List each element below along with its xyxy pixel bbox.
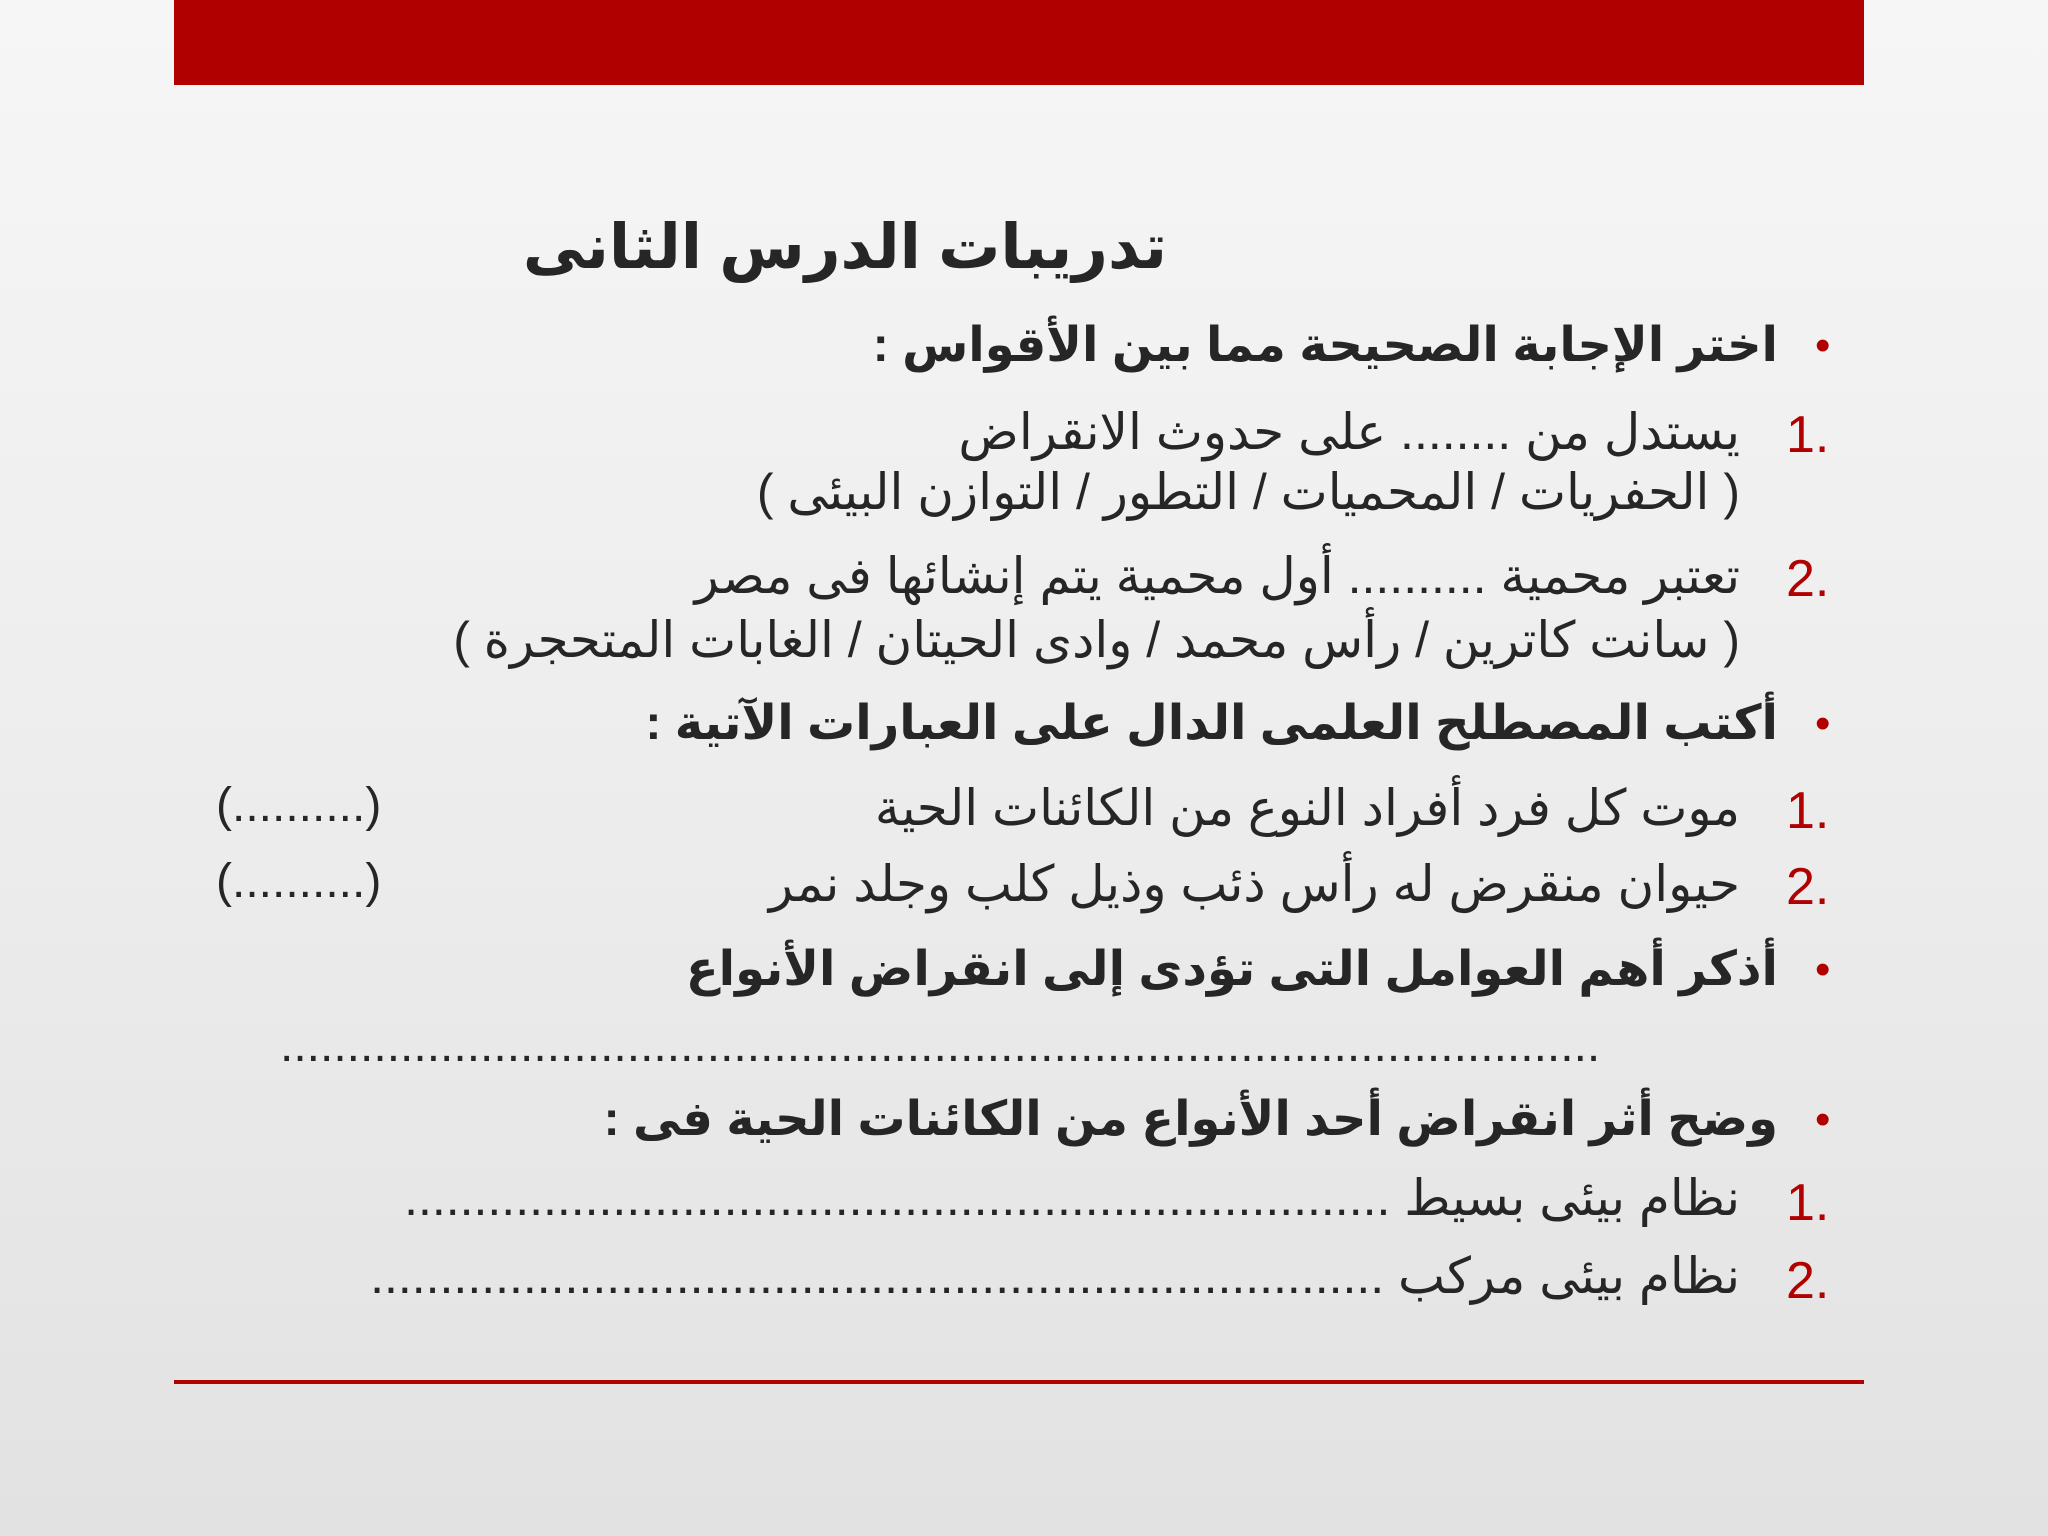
section-2-item-2-text: حيوان منقرض له رأس ذئب وذيل كلب وجلد نمر — [768, 856, 1740, 912]
section-1-item-1-number: 1. — [1786, 406, 1830, 464]
section-1-item-2-number: 2. — [1786, 550, 1830, 608]
section-2-item-1-number: 1. — [1786, 782, 1830, 840]
section-2-item-1-text: موت كل فرد أفراد النوع من الكائنات الحية — [874, 780, 1740, 836]
section-4-item-1-text: نظام بيئى بسيط ....................................................................... — [404, 1170, 1740, 1226]
header-accent-bar — [174, 0, 1864, 85]
section-1-item-1-text: يستدل من ........ على حدوث الانقراض — [958, 404, 1740, 460]
section-4-item-1-number: 1. — [1786, 1174, 1830, 1232]
section-4-item-2-number: 2. — [1786, 1252, 1830, 1310]
bullet-icon: • — [1815, 321, 1831, 370]
section-1-item-2-options: ( سانت كاترين / رأس محمد / وادى الحيتان / الغابات المتحجرة ) — [453, 612, 1740, 668]
section-2-heading: أكتب المصطلح العلمى الدال على العبارات الآتية : — [645, 697, 1778, 750]
slide-title: تدريبات الدرس الثانى — [522, 213, 1168, 282]
section-2-item-1-blank: (..........) — [216, 779, 382, 832]
section-1-heading: اختر الإجابة الصحيحة مما بين الأقواس : — [872, 319, 1778, 372]
section-1-item-2-text: تعتبر محمية .......... أول محمية يتم إنشائها فى مصر — [694, 548, 1740, 604]
section-3-answer-line: ................................................................................................... — [280, 1019, 1601, 1072]
section-4-item-2-text: نظام بيئى مركب ......................................................................... — [370, 1248, 1740, 1304]
section-1-item-1-options: ( الحفريات / المحميات / التطور / التوازن البيئى ) — [756, 464, 1740, 520]
bullet-icon: • — [1815, 699, 1831, 748]
bullet-icon: • — [1815, 1095, 1831, 1144]
section-4-heading: وضح أثر انقراض أحد الأنواع من الكائنات الحية فى : — [603, 1093, 1778, 1146]
bullet-icon: • — [1815, 945, 1831, 994]
section-3-heading: أذكر أهم العوامل التى تؤدى إلى انقراض الأنواع — [685, 943, 1778, 996]
footer-accent-line — [174, 1380, 1864, 1384]
section-2-item-2-blank: (..........) — [216, 855, 382, 908]
section-2-item-2-number: 2. — [1786, 858, 1830, 916]
